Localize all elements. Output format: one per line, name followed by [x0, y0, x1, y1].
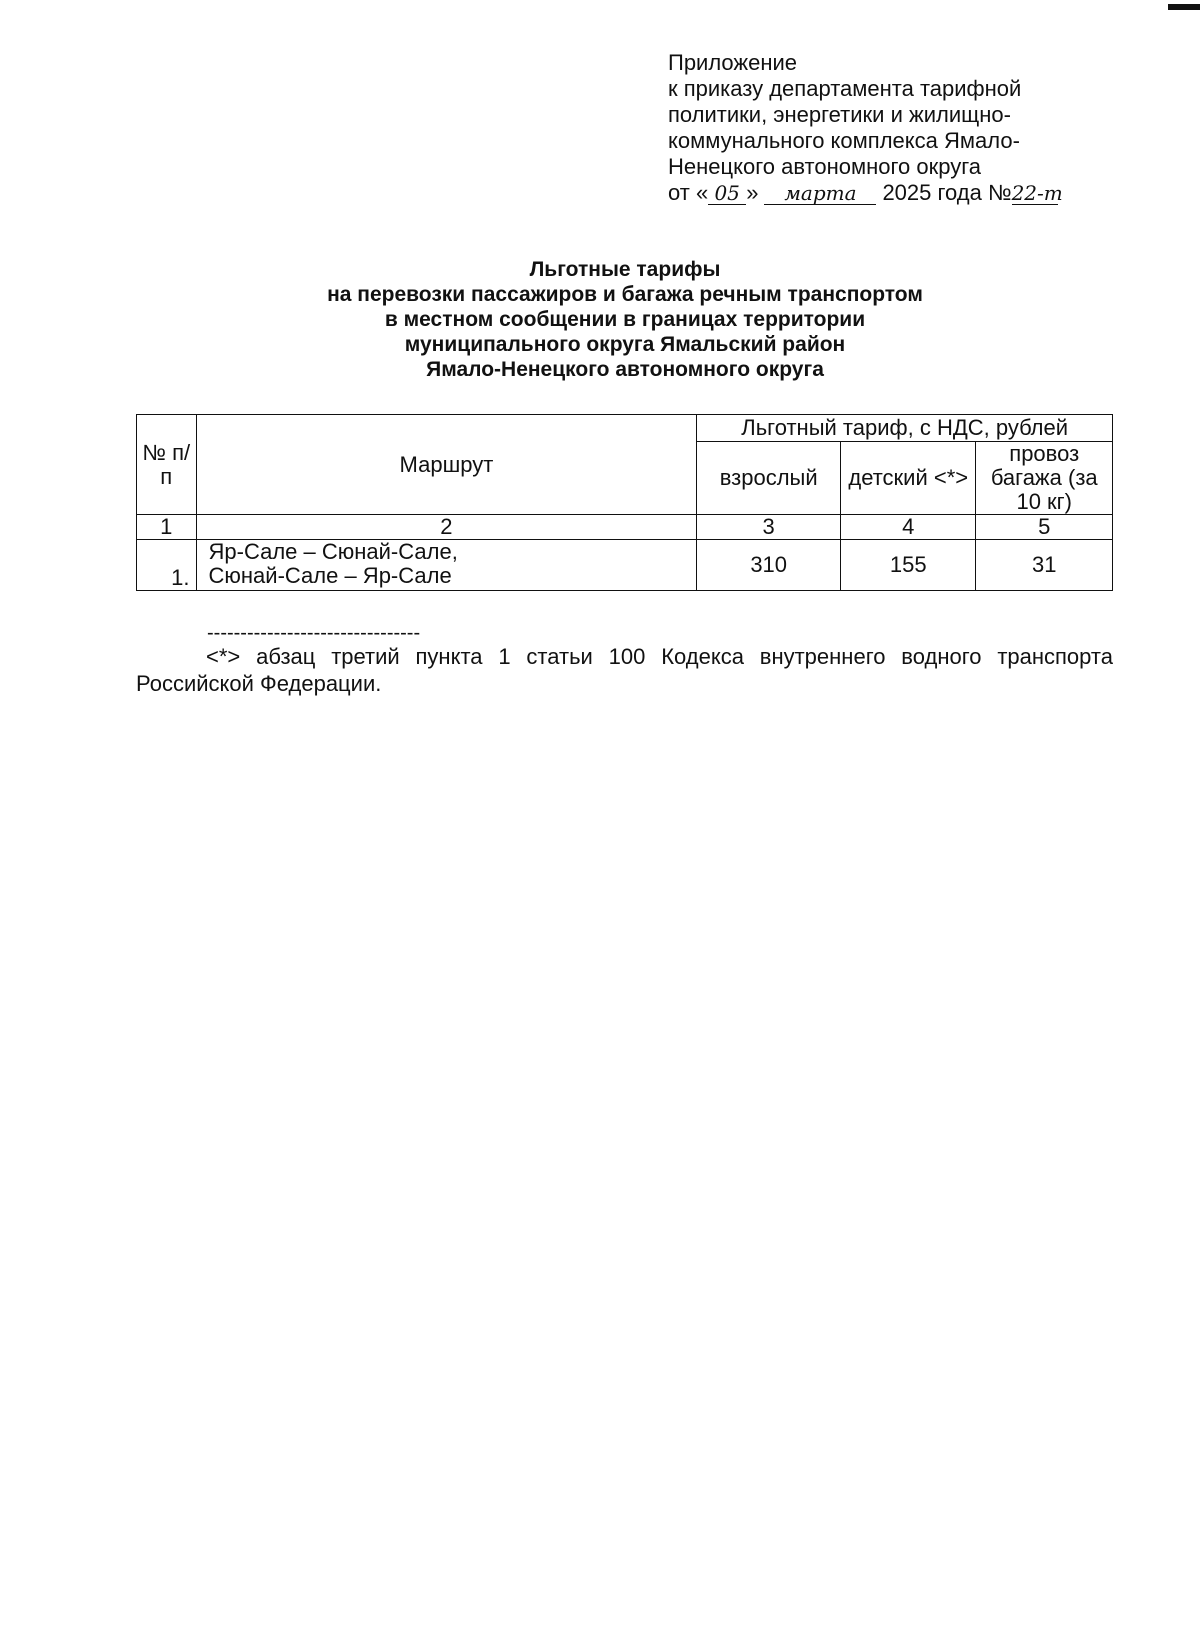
header-baggage: провоз багажа (за 10 кг): [976, 442, 1113, 515]
footnote-text: <*> абзац третий пункта 1 статьи 100 Кодекса внутреннего водного транспорта Российской Федерации.: [136, 644, 1113, 696]
handwritten-month: марта: [764, 182, 876, 205]
corner-scan-mark: [1168, 4, 1200, 10]
footnote-separator: --------------------------------: [207, 622, 421, 644]
column-index: 4: [841, 515, 976, 540]
child-tariff: 155: [841, 540, 976, 591]
appendix-line-2: к приказу департамента тарифной: [668, 76, 1022, 101]
header-tariff-group: Льготный тариф, с НДС, рублей: [697, 415, 1113, 442]
handwritten-day: 05: [708, 182, 746, 205]
table-header-row: [137, 415, 1113, 442]
appendix-line-5: Ненецкого автономного округа: [668, 154, 982, 179]
table-row: [137, 540, 1113, 591]
title-line-2: на перевозки пассажиров и багажа речным транспортом: [327, 283, 923, 306]
column-index-row: [137, 515, 1113, 540]
route-line-2: Сюнай-Сале – Яр-Сале: [208, 563, 452, 588]
route-line-1: Яр-Сале – Сюнай-Сале,: [208, 539, 458, 564]
title-line-3: в местном сообщении в границах территории: [384, 308, 866, 331]
date-close-quote: »: [746, 180, 759, 205]
route-cell: [196, 540, 697, 591]
header-route: Маршрут: [196, 415, 697, 515]
header-adult: взрослый: [697, 442, 841, 515]
column-index: 5: [976, 515, 1113, 540]
appendix-line-3: политики, энергетики и жилищно-: [668, 102, 1011, 127]
date-prefix: от «: [668, 180, 709, 205]
header-child: детский <*>: [841, 442, 976, 515]
baggage-tariff: 31: [976, 540, 1113, 591]
title-line-4: муниципального округа Ямальский район: [404, 333, 846, 356]
appendix-line-1: Приложение: [668, 50, 798, 75]
row-number: 1.: [137, 540, 197, 591]
column-index: 1: [137, 515, 197, 540]
appendix-header: [668, 50, 1128, 206]
document-title: [140, 257, 1110, 382]
appendix-line-4: коммунального комплекса Ямало-: [668, 128, 1020, 153]
date-year: 2025 года №: [882, 180, 1012, 205]
handwritten-doc-number: 22-т: [1011, 181, 1063, 205]
title-line-1: Льготные тарифы: [529, 258, 721, 281]
column-index: 2: [196, 515, 697, 540]
tariff-table: [136, 414, 1113, 591]
header-num: № п/п: [137, 415, 197, 515]
appendix-date-line: [668, 180, 1128, 206]
title-line-5: Ямало-Ненецкого автономного округа: [426, 358, 824, 381]
column-index: 3: [697, 515, 841, 540]
adult-tariff: 310: [697, 540, 841, 591]
